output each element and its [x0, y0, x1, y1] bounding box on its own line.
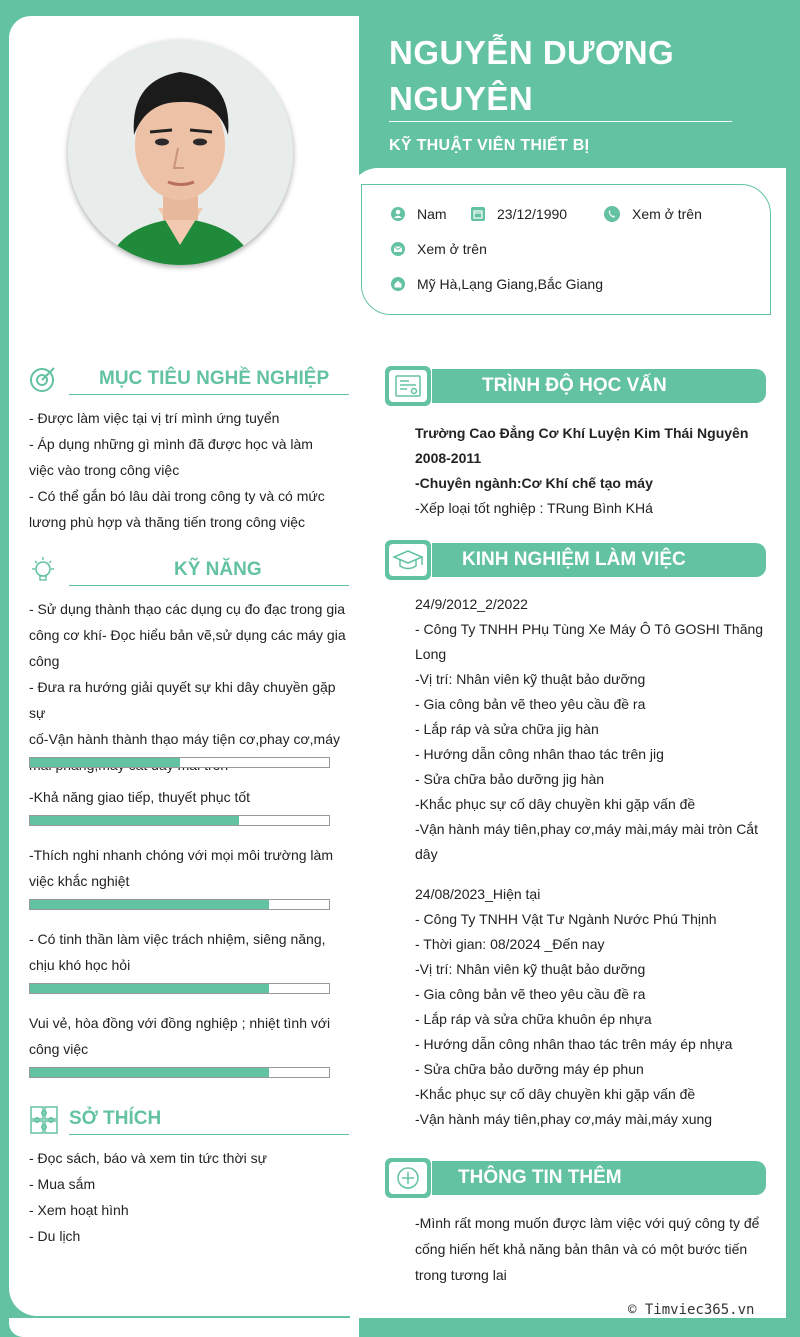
email-value: Xem ở trên	[417, 241, 487, 257]
gender-value: Nam	[417, 206, 447, 222]
objective-line	[29, 431, 349, 457]
home-icon	[391, 277, 405, 291]
skill-bar-fill	[30, 900, 269, 909]
objective-line: việc vào trong công việc	[29, 462, 180, 478]
skill-bar-fill	[30, 758, 180, 767]
hobbies-rule	[69, 1134, 349, 1135]
job-line: - Sửa chữa bảo dưỡng jig hàn	[415, 771, 605, 787]
job-line: - Hướng dẫn công nhân thao tác trên máy ép nhựa	[415, 1036, 733, 1052]
skill-line: -Thích nghi nhanh chóng với mọi môi trường làm	[29, 847, 333, 863]
experience-icon-box	[385, 540, 431, 580]
skill-group-4	[29, 926, 349, 978]
user-icon	[391, 207, 405, 221]
skill-line: công việc	[29, 1041, 89, 1057]
gender-item	[391, 206, 447, 222]
job-line: - Sửa chữa bảo dưỡng máy ép phun	[415, 1061, 644, 1077]
education-title: TRÌNH ĐỘ HỌC VẤN	[432, 369, 766, 403]
skill-line: -Khả năng giao tiếp, thuyết phục tốt	[29, 789, 251, 805]
extra-title: THÔNG TIN THÊM	[432, 1161, 766, 1195]
candidate-name	[389, 30, 739, 122]
skill-bar-4	[29, 983, 330, 994]
skill-line: - Đưa ra hướng giải quyết sự khi dây chuyền gặp sự	[29, 679, 336, 721]
address-value: Mỹ Hà,Lạng Giang,Bắc Giang	[417, 276, 603, 292]
email-item	[391, 241, 487, 257]
lightbulb-icon	[29, 555, 57, 585]
extra-line: cống hiến hết khả năng bản thân và có một bước tiến	[415, 1241, 748, 1257]
skill-bar-3	[29, 899, 330, 910]
job-line: -Khắc phục sự cố dây chuyền khi gặp vấn đề	[415, 1086, 696, 1102]
job-line: dây	[415, 846, 438, 862]
objective-title: MỤC TIÊU NGHỀ NGHIỆP	[99, 368, 330, 389]
phone-value: Xem ở trên	[632, 206, 702, 222]
address-item	[391, 276, 603, 292]
name-line-2: NGUYÊN	[389, 80, 534, 117]
target-icon	[29, 365, 57, 393]
puzzle-icon	[29, 1105, 59, 1135]
job-1	[415, 592, 766, 867]
skill-group-2	[29, 784, 349, 810]
education-school: Trường Cao Đẳng Cơ Khí Luyện Kim Thái Nguyên	[415, 425, 749, 441]
footer-credit: © Timviec365.vn	[628, 1302, 755, 1318]
job-line: - Gia công bản vẽ theo yêu cầu đề ra	[415, 986, 646, 1002]
objective-line: - Có thể gắn bó lâu dài trong công ty và có mức	[29, 488, 325, 504]
objective-line: lương phù hợp và thăng tiến trong công việc	[29, 514, 306, 530]
job-line: -Vận hành máy tiên,phay cơ,máy mài,máy mài tròn Cắt	[415, 821, 758, 837]
phone-icon	[604, 206, 620, 222]
job-line: Long	[415, 646, 447, 662]
job-line: - Lắp ráp và sửa chữa jig hàn	[415, 721, 599, 737]
skill-group-3	[29, 842, 349, 894]
skill-line: - Sử dụng thành thạo các dụng cụ đo đạc trong gia	[29, 601, 346, 617]
skill-line: - Có tinh thần làm việc trách nhiệm, siêng năng,	[29, 931, 326, 947]
skill-bar-fill	[30, 984, 269, 993]
skill-bar-fill	[30, 1068, 269, 1077]
calendar-icon	[471, 207, 485, 221]
skill-line: công cơ khí- Đọc hiểu bản vẽ,sử dụng các máy gia	[29, 627, 346, 643]
skill-group-5	[29, 1010, 349, 1062]
education-icon-box	[385, 366, 431, 406]
education-content	[415, 421, 766, 521]
skill-bar-5	[29, 1067, 330, 1078]
job-line: - Thời gian: 08/2024 _Đến nay	[415, 936, 605, 952]
phone-item	[604, 206, 702, 222]
skills-title: KỸ NĂNG	[174, 559, 262, 580]
job-line: - Hướng dẫn công nhân thao tác trên jig	[415, 746, 664, 762]
extra-line: trong tương lai	[415, 1267, 507, 1283]
skill-line: chịu khó học hỏi	[29, 957, 131, 973]
plus-circle-icon	[389, 1162, 427, 1194]
extra-icon-box	[385, 1158, 431, 1198]
skill-bar-1	[29, 757, 330, 768]
bottom-strip	[9, 1318, 359, 1337]
objective-line: - Được làm việc tại vị trí mình ứng tuyển	[29, 410, 280, 426]
graduation-cap-icon	[389, 544, 427, 576]
job-title: KỸ THUẬT VIÊN THIẾT BỊ	[389, 137, 590, 154]
hobbies-list	[29, 1145, 349, 1249]
hobbies-title: SỞ THÍCH	[69, 1108, 162, 1129]
extra-content	[415, 1210, 766, 1288]
skill-line: việc khắc nghiệt	[29, 873, 130, 889]
hobby-item: - Đọc sách, báo và xem tin tức thời sự	[29, 1150, 268, 1166]
mail-icon	[391, 242, 405, 256]
education-period: 2008-2011	[415, 450, 482, 466]
job-line: -Vận hành máy tiên,phay cơ,máy mài,máy xung	[415, 1111, 713, 1127]
job-line: - Lắp ráp và sửa chữa khuôn ép nhựa	[415, 1011, 652, 1027]
job-line: 24/08/2023_Hiện tại	[415, 886, 541, 902]
job-line: 24/9/2012_2/2022	[415, 596, 528, 612]
skill-bar-fill	[30, 816, 239, 825]
job-line: -Khắc phục sự cố dây chuyền khi gặp vấn đề	[415, 796, 696, 812]
job-line: -Vị trí: Nhân viên kỹ thuật bảo dưỡng	[415, 961, 646, 977]
skills-rule	[69, 585, 349, 586]
name-divider	[389, 121, 732, 122]
job-line: - Công Ty TNHH Vật Tư Ngành Nước Phú Thịnh	[415, 911, 717, 927]
objective-line-text: - Áp dụng những gì mình đã được học và làm	[29, 436, 313, 452]
skill-group-1	[29, 596, 349, 778]
objective-text	[29, 405, 349, 535]
name-line-1: NGUYỄN DƯƠNG	[389, 34, 675, 71]
hobby-item: - Mua sắm	[29, 1176, 96, 1192]
job-line: - Gia công bản vẽ theo yêu cầu đề ra	[415, 696, 646, 712]
certificate-icon	[389, 370, 427, 402]
job-2	[415, 882, 766, 1132]
extra-line: -Mình rất mong muốn được làm việc với quý công ty để	[415, 1215, 760, 1231]
job-line: -Vị trí: Nhân viên kỹ thuật bảo dưỡng	[415, 671, 646, 687]
skill-line: Vui vẻ, hòa đồng với đồng nghiệp ; nhiệt tình với	[29, 1015, 331, 1031]
skill-line: cố-Vận hành thành thạo máy tiện cơ,phay cơ,máy	[29, 731, 340, 747]
skill-bar-2	[29, 815, 330, 826]
education-major: -Chuyên ngành:Cơ Khí chế tạo máy	[415, 475, 653, 491]
profile-photo	[68, 40, 293, 265]
hobby-item: - Du lịch	[29, 1228, 81, 1244]
experience-title: KINH NGHIỆM LÀM VIỆC	[432, 543, 766, 577]
birthday-value: 23/12/1990	[497, 206, 568, 222]
objective-rule	[69, 394, 349, 395]
hobby-item: - Xem hoạt hình	[29, 1202, 129, 1218]
job-line: - Công Ty TNHH PHụ Tùng Xe Máy Ô Tô GOSHI Thăng	[415, 621, 764, 637]
skill-line: công	[29, 653, 60, 669]
birthday-item	[471, 206, 567, 222]
education-grade: -Xếp loại tốt nghiệp : TRung Bình KHá	[415, 500, 653, 516]
